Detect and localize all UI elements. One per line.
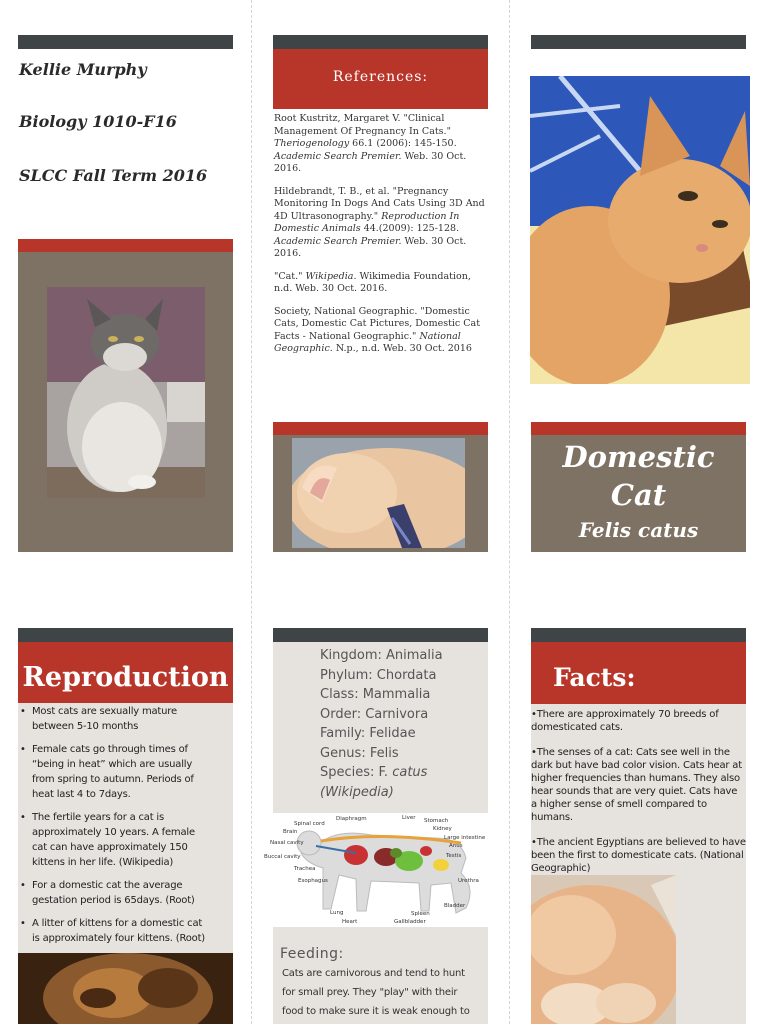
cat-paws-photo bbox=[531, 875, 676, 1024]
taxonomy-phylum: Phylum: Chordata bbox=[320, 667, 437, 683]
taxonomy-source: (Wikipedia) bbox=[320, 784, 394, 800]
cat-anatomy-diagram bbox=[261, 813, 504, 927]
taxonomy-list bbox=[320, 646, 485, 802]
panel-red-bar bbox=[273, 422, 488, 435]
list-item: •There are approximately 70 breeds of domesticated cats. bbox=[531, 709, 719, 733]
anatomy-label: Kidney bbox=[433, 826, 452, 832]
taxonomy-species: Species: F. catus bbox=[320, 765, 428, 780]
taxonomy-order: Order: Carnivora bbox=[320, 706, 429, 722]
references-list bbox=[274, 113, 486, 366]
ultrasound-photo bbox=[18, 953, 233, 1024]
list-item: • Female cats go through times of “being in heat” which are usually from spring to autumn. Periods of heat last 4 to 7days. bbox=[20, 742, 210, 802]
list-item: • Most cats are sexually mature between 5-10 months bbox=[20, 704, 210, 734]
anatomy-label: Heart bbox=[342, 919, 358, 925]
reference-item: Root Kustritz, Margaret V. "Clinical Management Of Pregnancy In Cats." Theriogenology 66.1 (2006): 145-150. Academic Search Premier. Web. 30 Oct. 2016. bbox=[274, 113, 467, 174]
reproduction-heading: Reproduction bbox=[22, 662, 229, 693]
course-name: Biology 1010-F16 bbox=[19, 112, 177, 131]
list-item: • The fertile years for a cat is approximately 10 years. A female cat can have approximately 150 kittens in her life. (Wikipedia) bbox=[20, 810, 210, 870]
facts-heading-box bbox=[531, 642, 746, 704]
sleeping-cat-photo bbox=[292, 438, 465, 548]
scientific-name: Felis catus bbox=[578, 518, 699, 542]
anatomy-label: Urethra bbox=[458, 878, 479, 884]
column-divider bbox=[251, 0, 252, 1024]
reference-item: Hildebrandt, T. B., et al. "Pregnancy Monitoring In Dogs And Cats Using 3D And 4D Ultrasonography." Reproduction In Domestic Animals 44.(2009): 125-128. Academic Search Premier. Web. 30 Oct. 2016. bbox=[274, 185, 485, 259]
anatomy-label: Esophagus bbox=[298, 878, 328, 884]
anatomy-label: Trachea bbox=[294, 866, 316, 872]
facts-heading: Facts: bbox=[553, 663, 636, 692]
panel-red-bar bbox=[18, 239, 233, 252]
reproduction-list bbox=[20, 704, 210, 954]
term-name: SLCC Fall Term 2016 bbox=[19, 166, 208, 185]
column-divider bbox=[509, 0, 510, 1024]
list-item: •The ancient Egyptians are believed to have been the first to domesticate cats. (National Geographic) bbox=[531, 837, 746, 874]
anatomy-label: Spinal cord bbox=[294, 821, 325, 827]
header-bar bbox=[273, 35, 488, 49]
header-bar bbox=[18, 35, 233, 49]
anatomy-label: Brain bbox=[283, 829, 298, 835]
list-item: • A litter of kittens for a domestic cat is approximately four kittens. (Root) bbox=[20, 916, 210, 946]
anatomy-label: Gallbladder bbox=[394, 919, 426, 925]
title-line-2: Cat bbox=[610, 478, 667, 512]
anatomy-label: Anus bbox=[449, 843, 463, 849]
anatomy-label: Buccal cavity bbox=[264, 854, 301, 860]
panel-red-bar bbox=[531, 422, 746, 435]
facts-list bbox=[531, 708, 746, 887]
taxonomy-family: Family: Felidae bbox=[320, 726, 416, 741]
anatomy-label: Testis bbox=[446, 853, 462, 859]
feeding-text: Cats are carnivorous and tend to hunt for small prey. They "play" with their food to make sure it is weak enough to bbox=[282, 968, 470, 1017]
taxonomy-class: Class: Mammalia bbox=[320, 687, 431, 702]
orange-cat-cover-photo bbox=[530, 76, 750, 384]
list-item: •The senses of a cat: Cats see well in the dark but have bad color vision. Cats hear at higher frequencies than humans. They also hear sounds that are very quiet. Cats have a higher sense of smell compared to humans. bbox=[531, 747, 742, 823]
header-bar bbox=[273, 628, 488, 642]
anatomy-label: Liver bbox=[402, 815, 416, 821]
header-bar bbox=[531, 628, 746, 642]
anatomy-label: Large intestine bbox=[444, 835, 486, 841]
reproduction-heading-box bbox=[18, 642, 233, 703]
anatomy-label: Diaphragm bbox=[336, 816, 367, 822]
reference-item: "Cat." Wikipedia. Wikimedia Foundation, n.d. Web. 30 Oct. 2016. bbox=[274, 270, 471, 294]
title-panel bbox=[531, 435, 746, 552]
references-heading-box bbox=[273, 49, 488, 109]
grey-cat-photo bbox=[47, 287, 205, 498]
anatomy-label: Spleen bbox=[411, 911, 430, 917]
title-line-1: Domestic bbox=[562, 440, 715, 474]
reference-item: Society, National Geographic. "Domestic Cats, Domestic Cat Pictures, Domestic Cat Facts - National Geographic." National Geographic. N.p., n.d. Web. 30 Oct. 2016 bbox=[274, 305, 481, 354]
taxonomy-genus: Genus: Felis bbox=[320, 745, 399, 761]
feeding-heading: Feeding: bbox=[280, 946, 344, 962]
anatomy-label: Stomach bbox=[424, 818, 449, 824]
taxonomy-kingdom: Kingdom: Animalia bbox=[320, 648, 443, 663]
list-item: • For a domestic cat the average gestation period is 65days. (Root) bbox=[20, 878, 210, 908]
header-bar bbox=[531, 35, 746, 49]
references-heading: References: bbox=[332, 69, 429, 85]
anatomy-label: Nasal cavity bbox=[270, 840, 304, 846]
anatomy-label: Bladder bbox=[444, 903, 466, 909]
anatomy-label: Lung bbox=[330, 910, 344, 916]
header-bar bbox=[18, 628, 233, 642]
author-name: Kellie Murphy bbox=[19, 60, 147, 79]
